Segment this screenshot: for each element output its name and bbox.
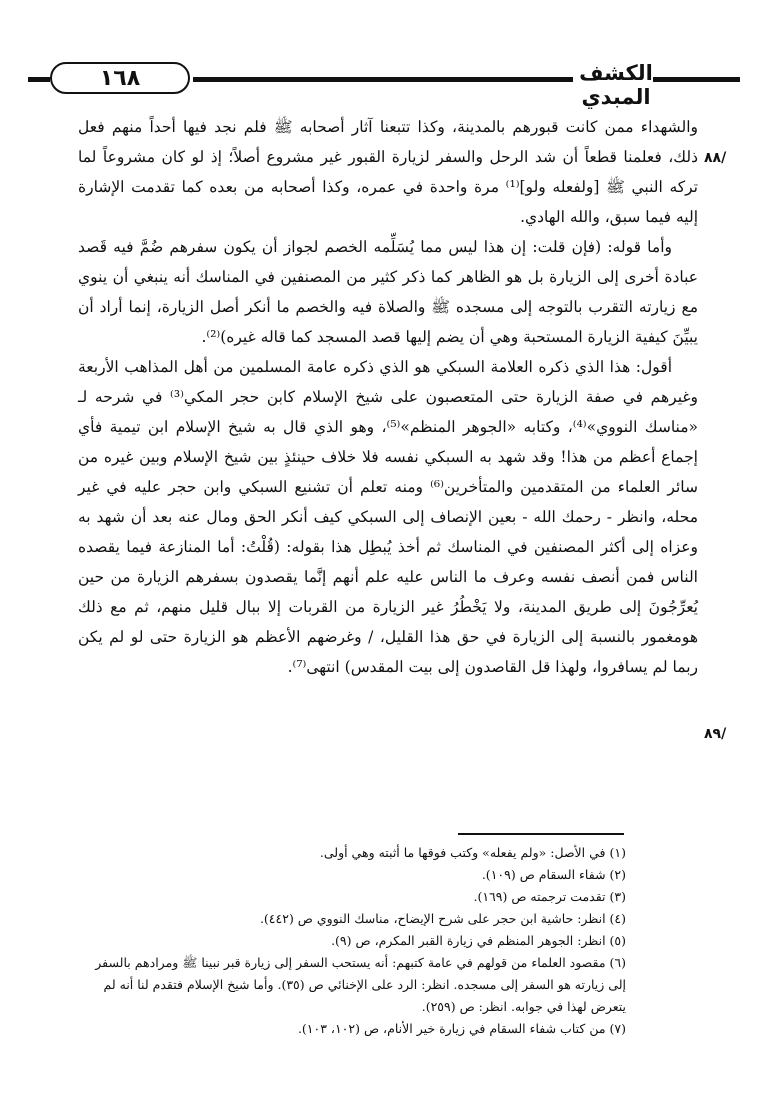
page-header (28, 58, 740, 109)
margin-page-marker: ٨٩/ (704, 726, 727, 742)
footnote: (٣) تقدمت ترجمته ص (١٦٩). (473, 889, 626, 904)
paragraph: أقول: هذا الذي ذكره العلامة السبكي هو الذي ذكره عامة المسلمين من أهل المذاهب الأربعة وغيرهم في صفة الزيارة حتى المتعصبون على شيخ الإسلام كابن حجر المكي⁽³⁾ في شرحه لـ «مناسك النووي»⁽⁴⁾، وكتابه «الجوهر المنظم»⁽⁵⁾، وهو الذي قال به شيخ الإسلام ابن تيمية فأي إجماع أعظم من هذا! وقد شهد به السبكي نفسه فلا خلاف حينئذٍ بين شيخ الإسلام وبين غيره من سائر العلماء من المتقدمين والمتأخرين⁽⁶⁾ ومنه تعلم أن تشنيع السبكي وابن حجر عليه في غير محله، وانظر - رحمك الله - بعين الإنصاف إلى السبكي كيف أنكر الحق ومال عنه بعد أن شهد به وعزاه إلى أكثر المصنفين في المناسك ثم أخذ يُبطِل هذا بقوله: (قُلْتُ: أما المنازعة فيما يقصده الناس فمن أنصف نفسه وعرف ما الناس عليه علم أنهم إنَّما يقصدون بسفرهم الزيارة من حين يُعرِّجُونَ إلى طريق المدينة، ولا يَخْطُرُ غير الزيارة من القربات إلا ببال قليل منهم، ثم مع ذلك هومغمور بالنسبة إلى الزيارة في حق هذا القليل، / وغرضهم الأعظم هو الزيارة حتى لو لم يكن ربما لم يسافروا، ولهذا قل القاصدون إلى بيت المقدس) انتهى⁽⁷⁾. (78, 358, 699, 676)
header-rule (28, 77, 50, 82)
header-rule (653, 77, 740, 82)
footnote-separator (458, 833, 624, 835)
body-text (78, 112, 698, 682)
header-rule (193, 77, 573, 82)
running-title: الكشف المبدي (579, 61, 653, 109)
footnote: (٢) شفاء السقام ص (١٠٩). (481, 867, 626, 882)
footnote: (٦) مقصود العلماء من قولهم في عامة كتبهم: أنه يستحب السفر إلى زيارة قبر نبينا ﷺ ومرادهم بالسفر إلى زيارته هو السفر إلى مسجده. انظر: الرد على الإخنائي ص (٣٥). وأما شيخ الإسلام فتقدم لنا أنه لم يتعرض لهذا في جوابه. انظر: ص (٢٥٩). (95, 955, 626, 1014)
footnotes (90, 842, 626, 1040)
paragraph: وأما قوله: (فإن قلت: إن هذا ليس مما يُسَلِّمه الخصم لجواز أن يكون سفرهم ضُمَّ فيه قَصد عبادة أخرى إلى الزيارة بل هو الظاهر كما ذكر كثير من المصنفين في المناسك أنه ينبغي أن ينوي مع زيارته التقرب بالتوجه إلى مسجده ﷺ والصلاة فيه والخصم ما أنكر أصل الزيارة، إنما أراد أن يبيِّنَ كيفية الزيارة المستحبة وهي أن يضم إليها قصد المسجد كما قاله غيره)⁽²⁾. (78, 238, 698, 346)
margin-page-marker: ٨٨/ (704, 150, 727, 166)
footnote: (٤) انظر: حاشية ابن حجر على شرح الإيضاح، مناسك النووي ص (٤٤٢). (259, 911, 626, 926)
footnote: (٧) من كتاب شفاء السقام في زيارة خير الأنام، ص (١٠٢، ١٠٣). (297, 1021, 626, 1036)
page-number: ١٦٨ (50, 62, 190, 94)
footnote: (١) في الأصل: «ولم يفعله» وكتب فوقها ما أثبته وهي أولى. (319, 845, 626, 860)
paragraph: والشهداء ممن كانت قبورهم بالمدينة، وكذا تتبعنا آثار أصحابه ﷺ فلم نجد فيها أحداً منهم فعل ذلك، فعلمنا قطعاً أن شد الرحل والسفر لزيارة القبور غير مشروع أصلاً؛ إذ لو كان مشروعاً لما تركه النبي ﷺ [ولفعله ولو]⁽¹⁾ مرة واحدة في عمره، وكذا أصحابه من بعده كما تقدمت الإشارة إليه فيما سبق، والله الهادي. (78, 118, 698, 226)
footnote: (٥) انظر: الجوهر المنظم في زيارة القبر المكرم، ص (٩). (331, 933, 626, 948)
